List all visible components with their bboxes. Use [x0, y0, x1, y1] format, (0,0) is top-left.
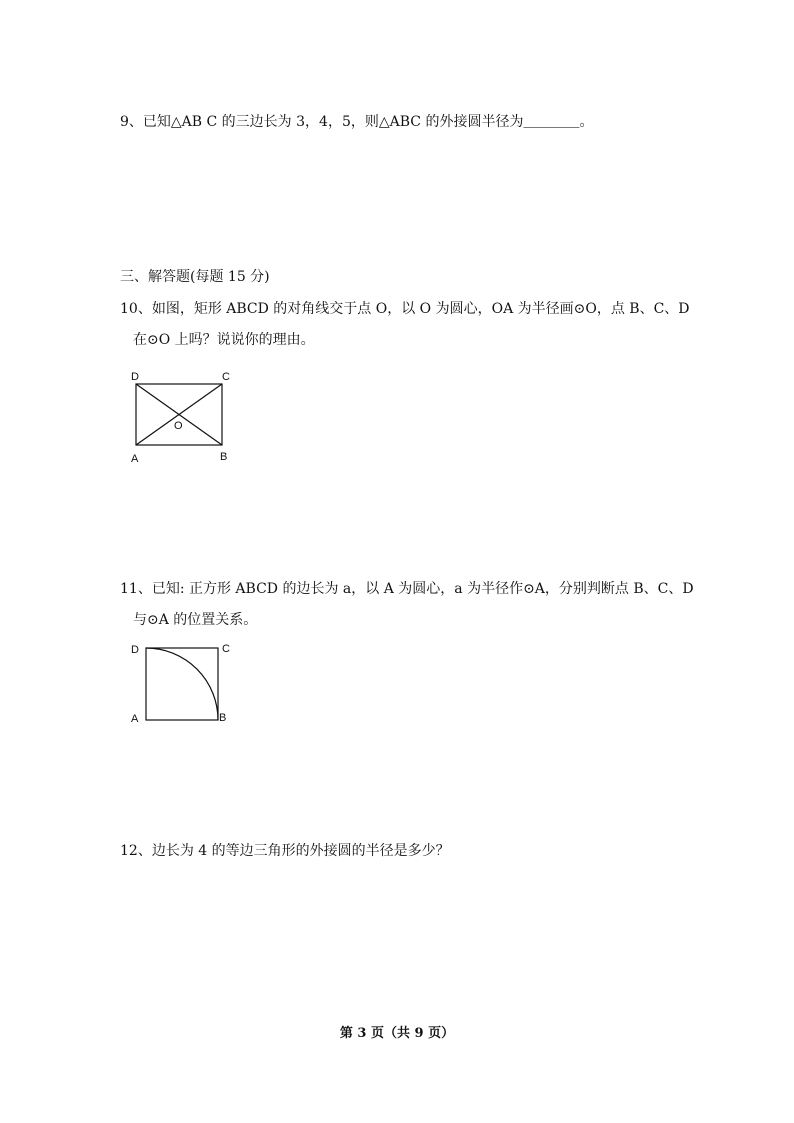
vertex-label-d: D	[131, 371, 139, 383]
rectangle-diagonals-figure	[120, 362, 250, 467]
square-arc-figure	[120, 638, 250, 728]
quarter-circle-arc	[146, 648, 218, 720]
page-number-footer: 第 3 页（共 9 页）	[339, 1026, 455, 1041]
square-abcd	[146, 648, 218, 720]
question-12: 12、边长为 4 的等边三角形的外接圆的半径是多少？	[120, 843, 450, 859]
question-10-line-2: 在⊙O 上吗？说说你的理由。	[133, 332, 315, 348]
vertex-label-b: B	[219, 712, 227, 724]
question-10-line-1: 10、如图，矩形 ABCD 的对角线交于点 O，以 O 为圆心，OA 为半径画⊙O，点 B、C、D	[120, 301, 690, 317]
vertex-label-c: C	[222, 643, 230, 655]
vertex-label-d: D	[131, 644, 139, 656]
center-label-o: O	[174, 420, 183, 432]
question-9: 9、已知△AB C 的三边长为 3，4，5，则△ABC 的外接圆半径为＿＿＿＿。	[120, 114, 594, 130]
question-11-line-1: 11、已知: 正方形 ABCD 的边长为 a，以 A 为圆心，a 为半径作⊙A，分别判断点 B、C、D	[120, 581, 694, 597]
vertex-label-c: C	[222, 371, 230, 383]
vertex-label-a: A	[131, 453, 139, 465]
section-3-heading: 三、解答题(每题 15 分)	[120, 269, 270, 285]
vertex-label-b: B	[220, 451, 228, 463]
vertex-label-a: A	[131, 713, 139, 725]
question-11-line-2: 与⊙A 的位置关系。	[133, 612, 258, 628]
